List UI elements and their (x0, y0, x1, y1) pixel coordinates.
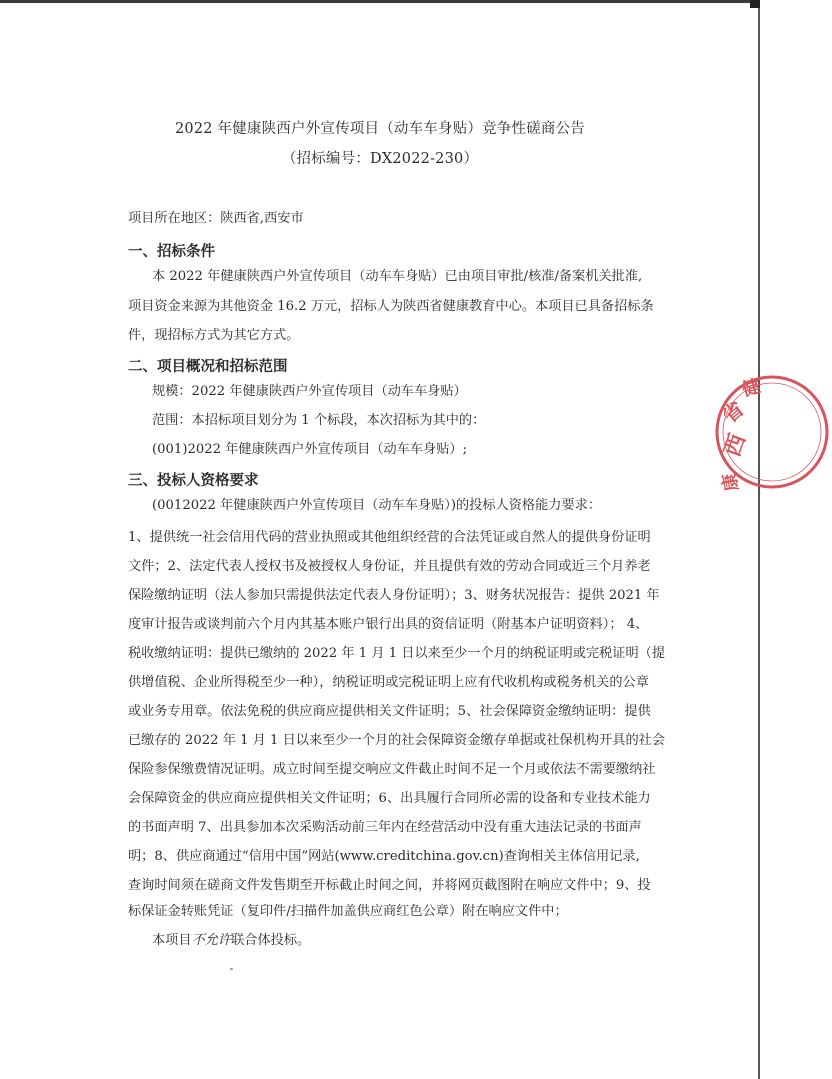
section-3-heading: 三、投标人资格要求 (128, 473, 259, 489)
section-2-heading: 二、项目概况和招标范围 (128, 359, 288, 375)
section-3-line: 供增值税、企业所得税至少一种），纳税证明或完税证明上应有代收机构或税务机关的公章 (128, 675, 649, 690)
section-1-line: 件，现招标方式为其它方式。 (128, 328, 300, 343)
section-3-intro: (0012022 年健康陕西户外宣传项目（动车车身贴）)的投标人资格能力要求： (152, 498, 602, 513)
section-3-line: 会保障资金的供应商应提供相关文件证明；6、出具履行合同所必需的设备和专业技术能力 (128, 791, 651, 806)
seal-char: 西 (720, 430, 752, 461)
closing-statement (152, 932, 310, 950)
section-2-line: (001)2022 年健康陕西户外宣传项目（动车车身贴）; (152, 442, 468, 457)
section-2-line: 范围：本招标项目划分为 1 个标段，本次招标为其中的： (152, 413, 486, 428)
section-3-line: 度审计报告或谈判前六个月内其基本账户银行出具的资信证明（附基本户证明资料）； 4、 (128, 617, 649, 632)
project-region: 项目所在地区：陕西省,西安市 (128, 211, 304, 226)
document-title: 2022 年健康陕西户外宣传项目（动车车身贴）竞争性磋商公告 (174, 121, 585, 137)
section-3-line: 标保证金转账凭证（复印件/扫描件加盖供应商红色公章）附在响应文件中； (128, 904, 568, 919)
section-2-line: 规模：2022 年健康陕西户外宣传项目（动车车身贴） (152, 384, 467, 399)
section-1-heading: 一、招标条件 (128, 244, 215, 260)
seal-char: 康 (719, 471, 743, 493)
seal-inner-ring (723, 383, 821, 481)
section-3-line: 查询时间须在磋商文件发售期至开标截止时间之间，并将网页截图附在响应文件中；9、投 (128, 878, 651, 893)
section-3-line: 保险缴纳证明（法人参加只需提供法定代表人身份证明）；3、财务状况报告：提供 2021 年 (128, 588, 660, 603)
document-subtitle: （招标编号：DX2022-230） (281, 151, 479, 167)
seal-ring (717, 377, 827, 487)
closing-suffix: 联合体投标。 (231, 933, 311, 948)
section-3-line: 明；8、供应商通过“信用中国”网站(www.creditchina.gov.cn)查询相关主体信用记录, (128, 849, 640, 864)
section-3-line: 1、提供统一社会信用代码的营业执照或其他组织经营的合法凭证或自然人的提供身份证明 (128, 530, 651, 545)
seal-char: 健 (739, 375, 763, 401)
seal-char: 省 (717, 396, 749, 428)
section-1-line: 本 2022 年健康陕西户外宣传项目（动车车身贴）已由项目审批/核准/备案机关批准, (152, 269, 643, 284)
section-1-line: 项目资金来源为其他资金 16.2 万元，招标人为陕西省健康教育中心。本项目已具备招标条 (128, 299, 654, 314)
closing-emphasis: 不允许 (191, 933, 232, 948)
section-3-line: 或业务专用章。依法免税的供应商应提供相关文件证明；5、社会保障资金缴纳证明：提供 (128, 704, 651, 719)
scan-edge-top (0, 0, 760, 3)
section-3-line: 的书面声明 7、出具参加本次采购活动前三年内在经营活动中没有重大违法记录的书面声 (128, 820, 642, 835)
official-seal (712, 372, 832, 492)
section-3-line: 文件；2、法定代表人授权书及被授权人身份证，并且提供有效的劳动合同或近三个月养老 (128, 559, 651, 574)
section-3-line: 保险参保缴费情况证明。成立时间至提交响应文件截止时间不足一个月或依法不需要缴纳社 (128, 762, 656, 777)
scan-speck (230, 968, 233, 970)
scan-edge-corner (750, 0, 760, 8)
section-3-line: 已缴存的 2022 年 1 月 1 日以来至少一个月的社会保障资金缴存单据或社保机构开具的社会 (128, 733, 666, 748)
section-3-line: 税收缴纳证明：提供已缴纳的 2022 年 1 月 1 日以来至少一个月的纳税证明或完税证明（提 (128, 646, 666, 661)
closing-prefix: 本项目 (152, 933, 192, 948)
